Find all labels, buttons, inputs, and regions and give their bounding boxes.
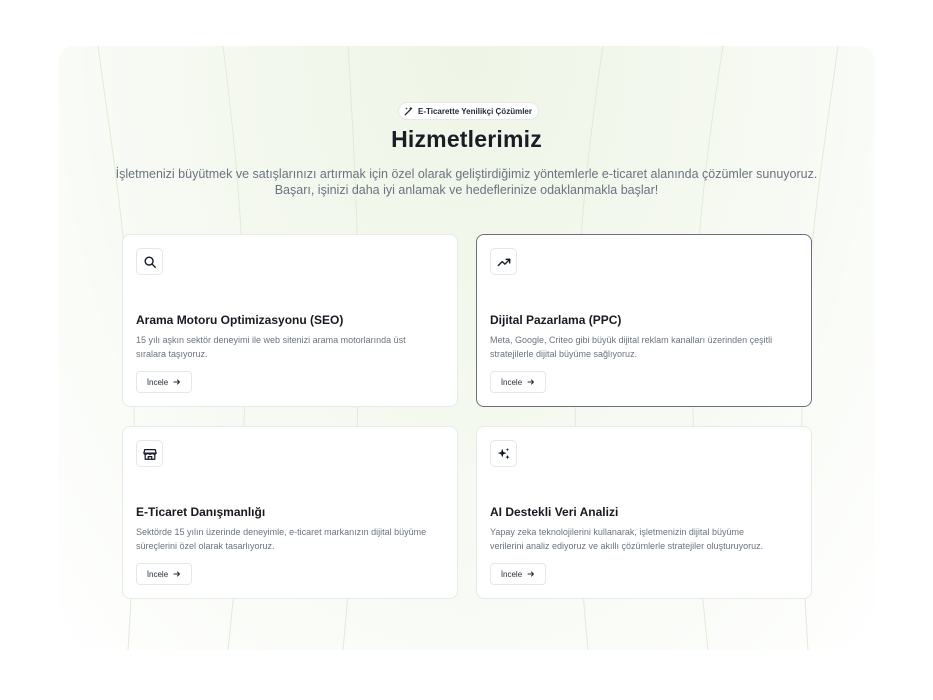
card-description <box>136 333 451 361</box>
card-desc-line: süreçlerini özel olarak tasarlıyoruz. <box>136 541 275 551</box>
arrow-right-icon <box>527 378 535 386</box>
page-subtitle <box>108 166 825 198</box>
card-title: Arama Motoru Optimizasyonu (SEO) <box>136 313 344 327</box>
card-title: Dijital Pazarlama (PPC) <box>490 313 622 327</box>
services-section <box>58 46 875 650</box>
incele-button[interactable] <box>136 563 192 585</box>
incele-button[interactable] <box>136 371 192 393</box>
card-title: E-Ticaret Danışmanlığı <box>136 505 266 519</box>
magic-wand-icon <box>404 106 414 116</box>
card-icon-box <box>490 440 517 467</box>
search-icon <box>143 255 157 269</box>
card-description <box>490 333 805 361</box>
card-desc-line: verilerini analiz ediyoruz ve akıllı çözümlerle stratejiler oluşturuyoruz. <box>490 541 764 551</box>
button-label: İncele <box>146 377 169 387</box>
button-label: İncele <box>500 377 523 387</box>
card-desc-line: Sektörde 15 yılın üzerinde deneyimle, e-ticaret markanızın dijital büyüme <box>136 527 427 537</box>
arrow-right-icon <box>173 378 181 386</box>
card-icon-box <box>136 440 163 467</box>
service-card-ecommerce[interactable] <box>122 426 458 599</box>
service-card-ai[interactable] <box>476 426 812 599</box>
service-card-ppc[interactable] <box>476 234 812 407</box>
sparkles-icon <box>497 447 511 461</box>
service-card-seo[interactable] <box>122 234 458 407</box>
card-icon-box <box>136 248 163 275</box>
badge-label: E-Ticarette Yenilikçi Çözümler <box>418 106 532 116</box>
card-description <box>490 525 805 553</box>
store-icon <box>143 447 157 461</box>
incele-button[interactable] <box>490 563 546 585</box>
card-description <box>136 525 451 553</box>
subtitle-line: İşletmenizi büyütmek ve satışlarınızı artırmak için özel olarak geliştirdiğimiz yöntemlerle e-ticaret alanında çözümler sunuyoruz. <box>115 167 818 181</box>
arrow-right-icon <box>527 570 535 578</box>
button-label: İncele <box>500 569 523 579</box>
arrow-right-icon <box>173 570 181 578</box>
card-desc-line: Meta, Google, Criteo gibi büyük dijital reklam kanalları üzerinden çeşitli <box>490 335 773 345</box>
card-desc-line: stratejilerle dijital büyüme sağlıyoruz. <box>490 349 638 359</box>
card-desc-line: 15 yılı aşkın sektör deneyimi ile web sitenizi arama motorlarında üst <box>136 335 406 345</box>
page-title: Hizmetlerimiz <box>391 126 542 152</box>
button-label: İncele <box>146 569 169 579</box>
subtitle-line: Başarı, işinizi daha iyi anlamak ve hedeflerinize odaklanmakla başlar! <box>274 183 659 197</box>
hero-badge <box>398 102 539 120</box>
card-desc-line: Yapay zeka teknolojilerini kullanarak, işletmenizin dijital büyüme <box>490 527 744 537</box>
card-title: AI Destekli Veri Analizi <box>490 505 619 519</box>
card-icon-box <box>490 248 517 275</box>
incele-button[interactable] <box>490 371 546 393</box>
trending-up-icon <box>497 255 511 269</box>
card-desc-line: sıralara taşıyoruz. <box>136 349 208 359</box>
